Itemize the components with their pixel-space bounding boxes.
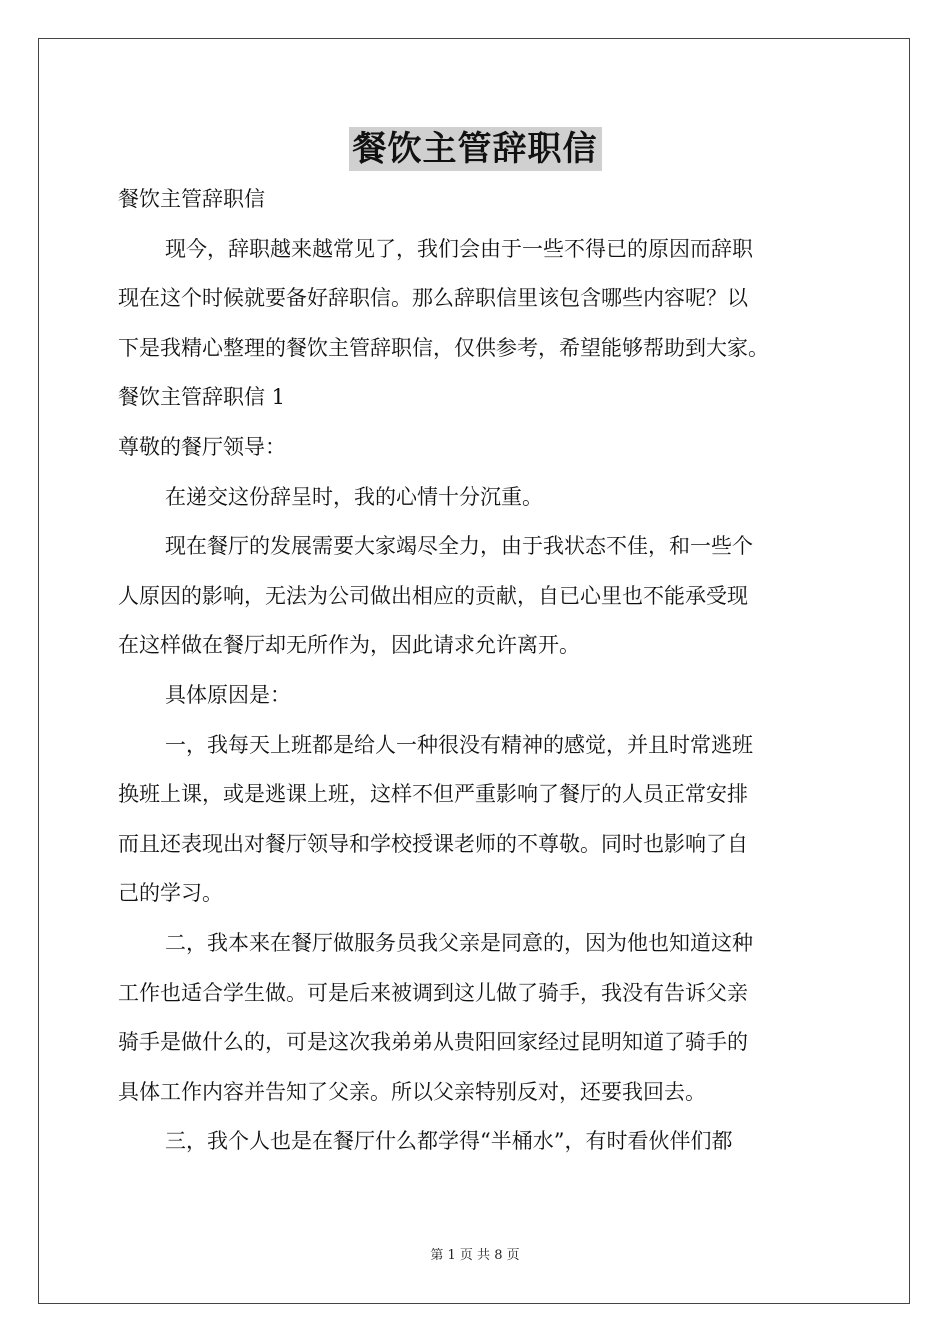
document-title: 餐饮主管辞职信 <box>349 127 602 171</box>
text-line: 现在餐厅的发展需要大家竭尽全力，由于我状态不佳，和一些个 <box>165 534 753 559</box>
text-line: 在这样做在餐厅却无所作为，因此请求允许离开。 <box>118 633 580 658</box>
text-line: 己的学习。 <box>118 881 223 906</box>
text-line: 现在这个时候就要备好辞职信。那么辞职信里该包含哪些内容呢？以 <box>118 286 748 311</box>
text-line: 二，我本来在餐厅做服务员我父亲是同意的，因为他也知道这种 <box>165 930 753 955</box>
title-container <box>0 127 950 171</box>
text-line: 人原因的影响，无法为公司做出相应的贡献，自已心里也不能承受现 <box>118 583 748 608</box>
text-line: 换班上课，或是逃课上班，这样不但严重影响了餐厅的人员正常安排 <box>118 782 748 807</box>
page-footer: 第 1 页 共 8 页 <box>430 1248 520 1263</box>
text-line: 具体工作内容并告知了父亲。所以父亲特别反对，还要我回去。 <box>118 1079 706 1104</box>
text-line: 在递交这份辞呈时，我的心情十分沉重。 <box>165 484 543 509</box>
text-line: 一，我每天上班都是给人一种很没有精神的感觉，并且时常逃班 <box>165 732 753 757</box>
text-line: 现今，辞职越来越常见了，我们会由于一些不得已的原因而辞职 <box>165 236 753 261</box>
text-line: 具体原因是： <box>165 682 291 707</box>
text-line: 工作也适合学生做。可是后来被调到这儿做了骑手，我没有告诉父亲 <box>118 980 748 1005</box>
text-line: 餐饮主管辞职信 1 <box>118 385 286 410</box>
document-body <box>118 175 838 1167</box>
text-line: 三，我个人也是在餐厅什么都学得“半桶水”，有时看伙伴们都 <box>165 1129 733 1154</box>
text-line: 下是我精心整理的餐饮主管辞职信，仅供参考，希望能够帮助到大家。 <box>118 335 769 360</box>
text-line: 餐饮主管辞职信 <box>118 187 265 211</box>
text-line: 而且还表现出对餐厅领导和学校授课老师的不尊敬。同时也影响了自 <box>118 831 748 856</box>
text-line: 骑手是做什么的，可是这次我弟弟从贵阳回家经过昆明知道了骑手的 <box>118 1030 748 1055</box>
text-line: 尊敬的餐厅领导： <box>118 434 286 459</box>
